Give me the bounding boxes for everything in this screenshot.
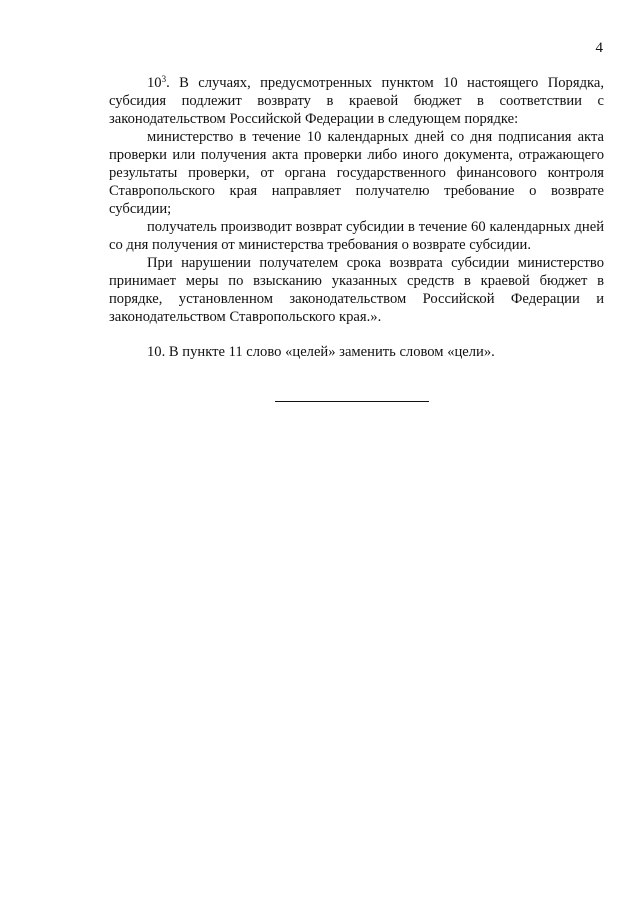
page-number: 4 bbox=[595, 40, 603, 56]
paragraph-superscript: 3 bbox=[161, 74, 167, 84]
paragraph-violation-measures: При нарушении получателем срока возврата субсидии министерство принимает меры по взысканию указанных средств в краевой бюджет в порядке, установленном законодательством Российской Федерации и законодательством Ставропольского края.». bbox=[109, 255, 604, 325]
paragraph-number: 10 bbox=[147, 75, 162, 91]
document-body bbox=[109, 74, 604, 361]
paragraph-10-3 bbox=[109, 74, 604, 128]
paragraph-recipient-refund: получатель производит возврат субсидии в течение 60 календарных дней со дня получения от министерства требования о возврате субсидии. bbox=[109, 219, 604, 253]
end-divider-line bbox=[275, 401, 429, 402]
paragraph-item-10: 10. В пункте 11 слово «целей» заменить словом «цели». bbox=[147, 344, 495, 360]
paragraph-text: . В случаях, предусмотренных пунктом 10 настоящего Порядка, субсидия подлежит возврату в краевой бюджет в соответствии с законодательством Российской Федерации в следующем порядке: bbox=[109, 75, 604, 127]
paragraph-ministry-term: министерство в течение 10 календарных дней со дня подписания акта проверки или получения акта проверки либо иного документа, отражающего результаты проверки, от органа государственного финансового контроля Ставропольского края направляет получателю требование о возврате субсидии; bbox=[109, 129, 604, 217]
